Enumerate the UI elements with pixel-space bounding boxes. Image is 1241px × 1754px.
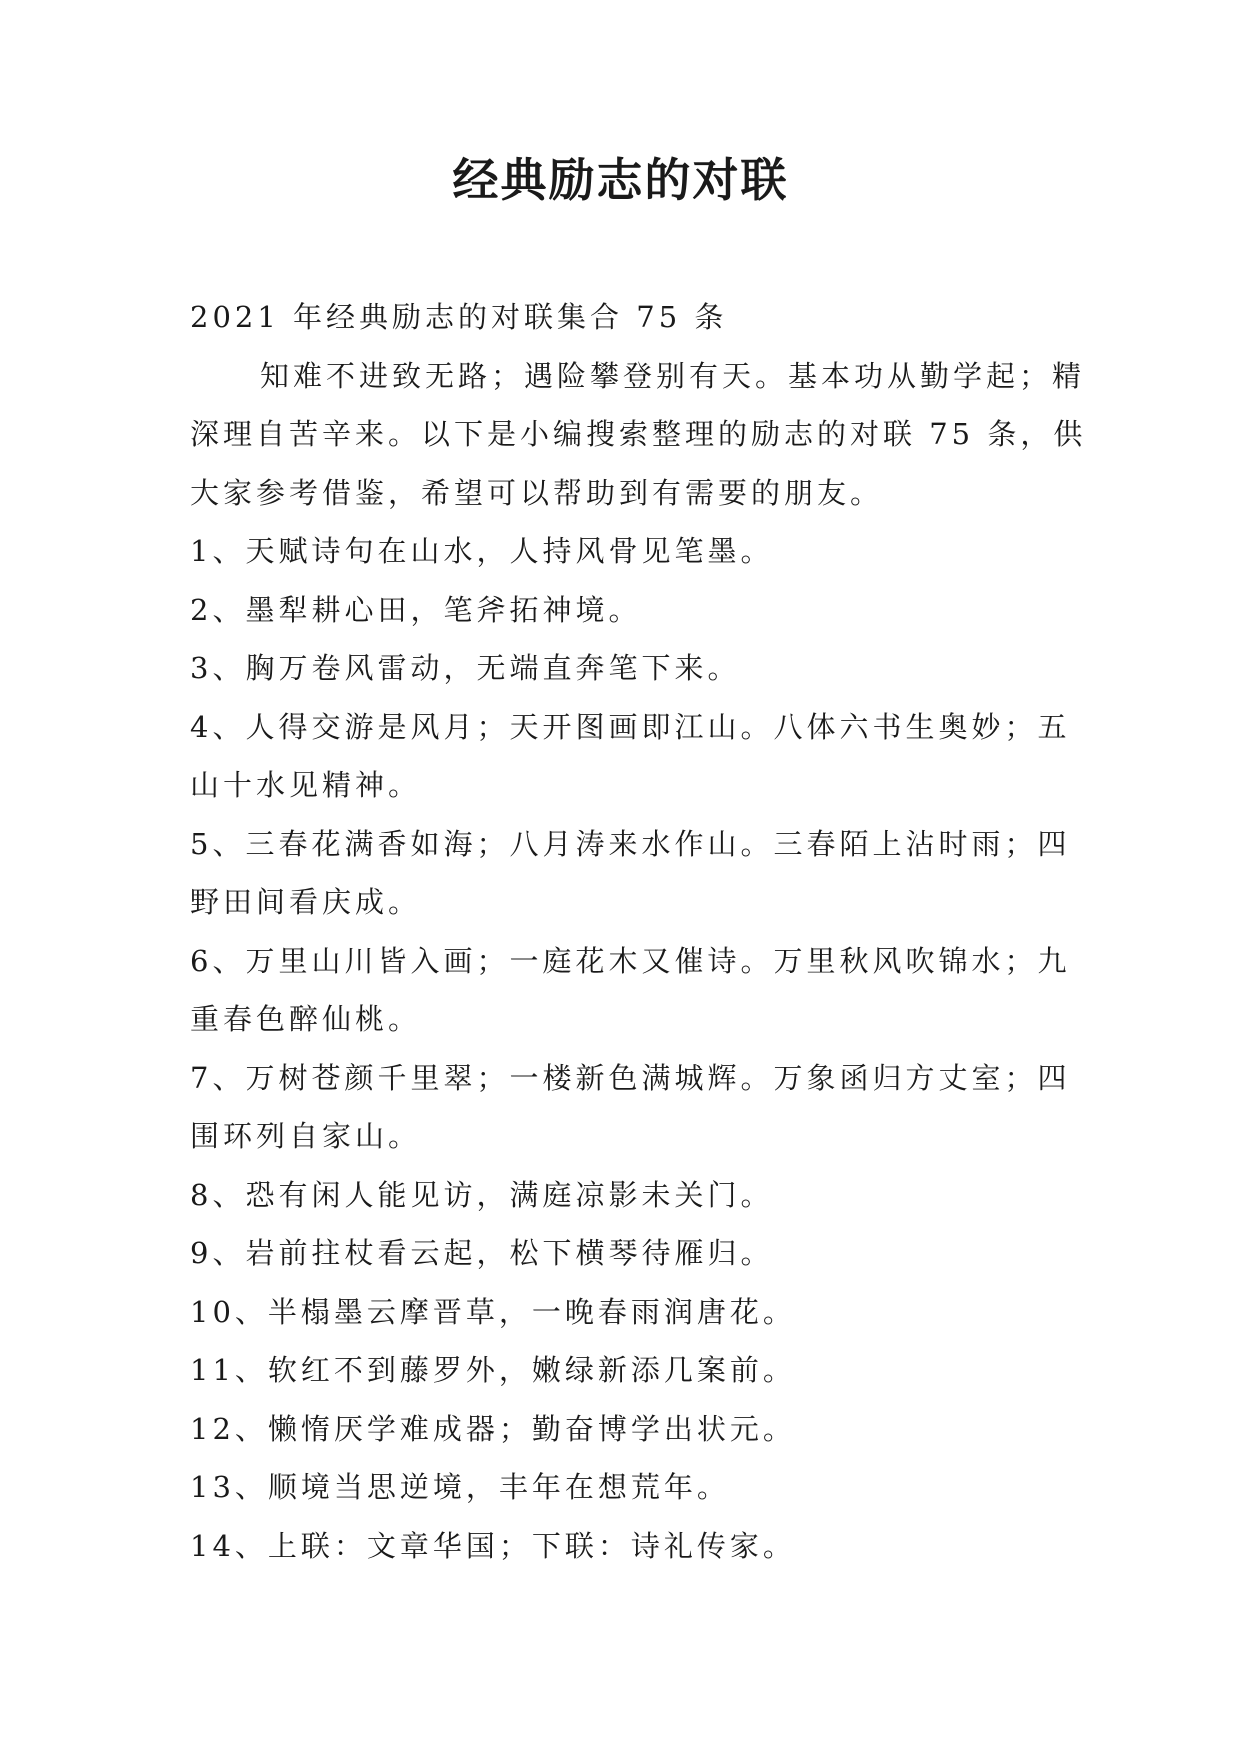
list-item: 5、三春花满香如海；八月涛来水作山。三春陌上沾时雨；四野田间看庆成。 xyxy=(190,826,1071,919)
document-body xyxy=(190,288,1090,1575)
list-item: 11、软红不到藤罗外，嫩绿新添几案前。 xyxy=(190,1353,796,1387)
list-item: 2、墨犁耕心田，笔斧拓神境。 xyxy=(190,592,642,627)
list-item: 10、半榻墨云摩晋草，一晚春雨润唐花。 xyxy=(190,1294,796,1329)
document-subtitle: 2021 年经典励志的对联集合 75 条 xyxy=(190,300,728,334)
list-item: 14、上联：文章华国；下联：诗礼传家。 xyxy=(190,1528,796,1563)
list-item: 13、顺境当思逆境，丰年在想荒年。 xyxy=(190,1470,730,1504)
list-item: 7、万树苍颜千里翠；一楼新色满城辉。万象函归方丈室；四围环列自家山。 xyxy=(190,1060,1071,1153)
list-item: 4、人得交游是风月；天开图画即江山。八体六书生奥妙；五山十水见精神。 xyxy=(190,709,1071,802)
intro-paragraph: 知难不进致无路；遇险攀登别有天。基本功从勤学起；精深理自苦辛来。以下是小编搜索整理的励志的对联 75 条，供大家参考借鉴，希望可以帮助到有需要的朋友。 xyxy=(190,358,1087,510)
list-item: 6、万里山川皆入画；一庭花木又催诗。万里秋风吹锦水；九重春色醉仙桃。 xyxy=(190,943,1071,1036)
list-item: 3、胸万卷风雷动，无端直奔笔下来。 xyxy=(190,651,741,685)
list-item: 8、恐有闲人能见访，满庭凉影未关门。 xyxy=(190,1177,774,1212)
list-item: 9、岩前拄杖看云起，松下横琴待雁归。 xyxy=(190,1236,774,1270)
list-item: 12、懒惰厌学难成器；勤奋博学出状元。 xyxy=(190,1411,796,1446)
list-item: 1、天赋诗句在山水，人持风骨见笔墨。 xyxy=(190,534,774,568)
document-title: 经典励志的对联 xyxy=(452,153,789,207)
